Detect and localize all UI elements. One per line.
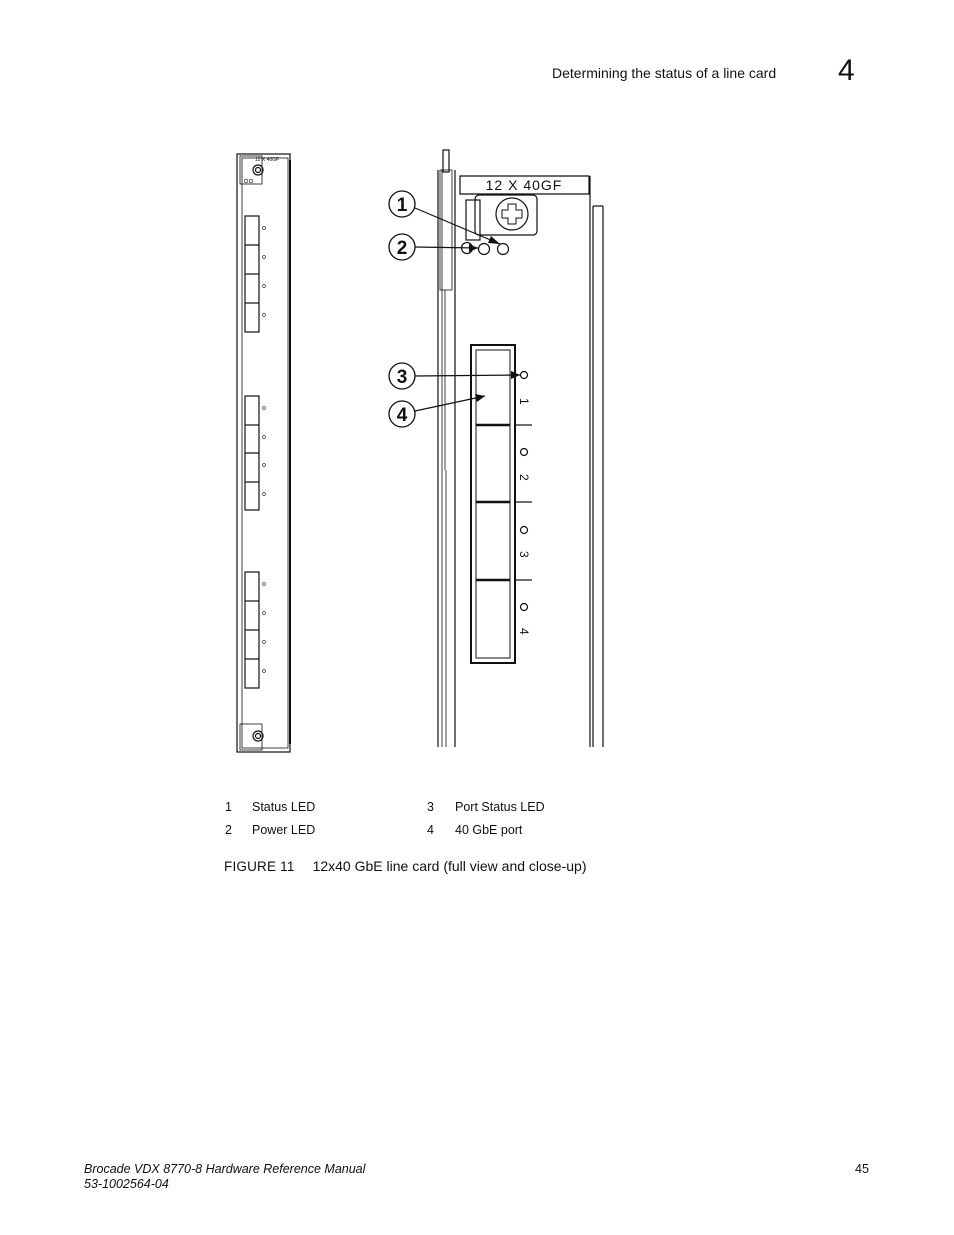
figure-caption [224, 858, 587, 874]
callout-2: 2 [396, 238, 408, 259]
legend-text-1: Status LED [252, 800, 316, 814]
legend-num-3: 3 [427, 800, 434, 814]
footer-page-number: 45 [855, 1162, 869, 1176]
closeup-card-view [389, 150, 603, 747]
legend-num-1: 1 [225, 800, 232, 814]
footer-doc-number: 53-1002564-04 [84, 1177, 169, 1191]
chapter-number: 4 [838, 54, 855, 87]
legend-num-2: 2 [225, 823, 232, 837]
legend-num-4: 4 [427, 823, 434, 837]
port-number-1: 1 [517, 398, 531, 405]
figure-caption-label: FIGURE 11 [224, 859, 295, 874]
line-card-figure [220, 140, 620, 755]
legend-text-3: Port Status LED [455, 800, 545, 814]
legend-text-2: Power LED [252, 823, 316, 837]
callout-1: 1 [396, 195, 408, 216]
section-title: Determining the status of a line card [552, 65, 777, 81]
port-number-2: 2 [517, 474, 531, 481]
card-label-small: 12 X 40GF [254, 157, 280, 163]
callout-4: 4 [396, 405, 408, 426]
figure-caption-text: 12x40 GbE line card (full view and close-up) [312, 858, 587, 874]
legend-text-4: 40 GbE port [455, 823, 523, 837]
full-card-view [237, 154, 290, 752]
line-card-illustration [220, 140, 620, 755]
port-number-4: 4 [517, 628, 531, 635]
callout-3: 3 [396, 367, 408, 388]
card-label: 12 X 40GF [485, 177, 563, 193]
footer-manual-title: Brocade VDX 8770-8 Hardware Reference Manual [84, 1162, 366, 1176]
port-number-3: 3 [517, 551, 531, 558]
